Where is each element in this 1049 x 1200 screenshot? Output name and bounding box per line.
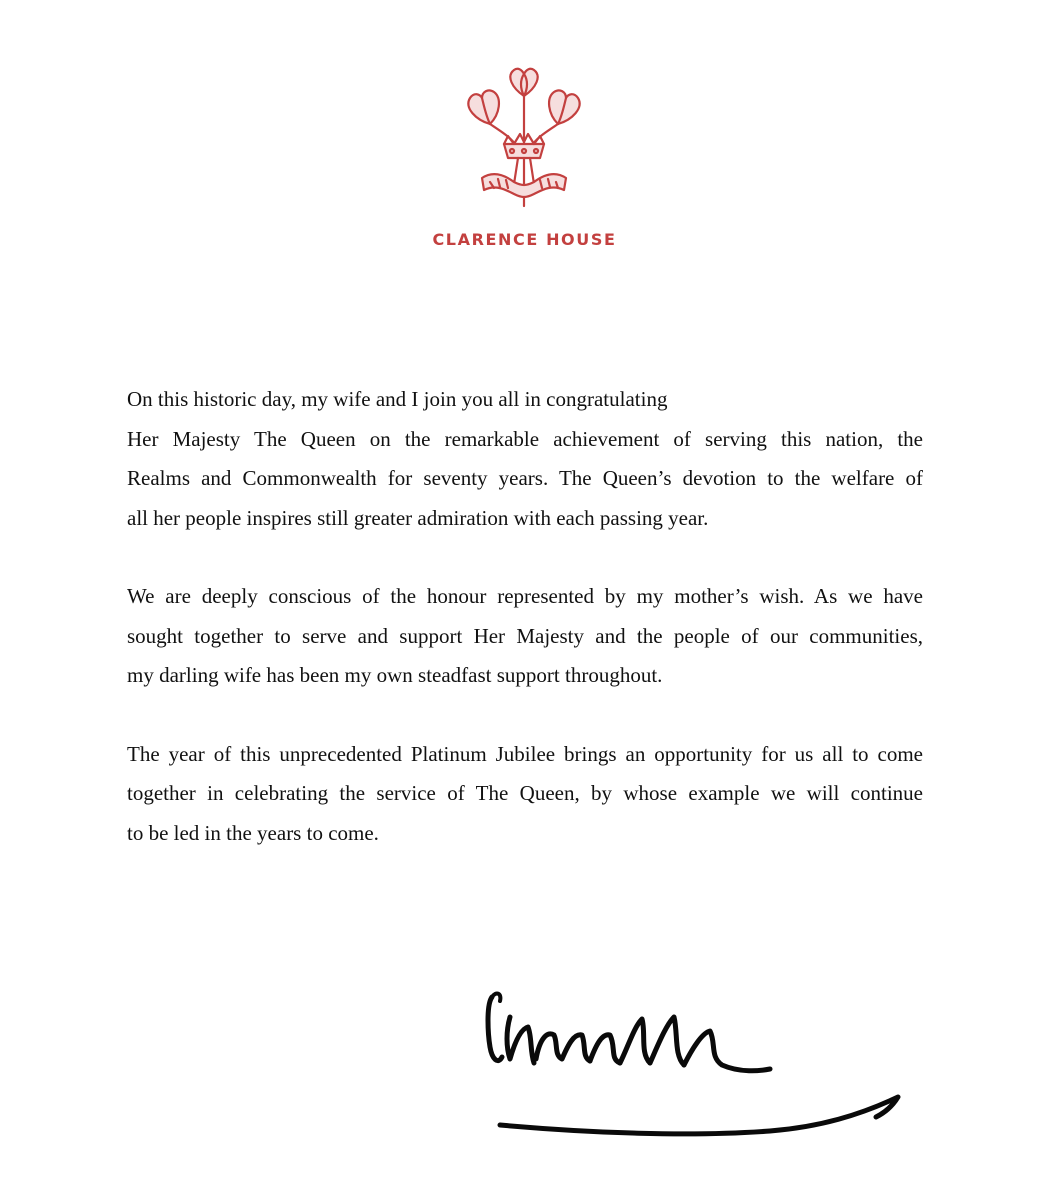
letterhead-title: CLARENCE HOUSE	[432, 230, 617, 249]
text-line: my darling wife has been my own steadfast support throughout.	[127, 663, 663, 687]
text-line: We are deeply conscious of the honour represented by my mother’s wish. As we have	[127, 584, 923, 608]
handwritten-signature	[470, 975, 920, 1145]
text-line: sought together to serve and support Her Majesty and the people of our communities,	[127, 623, 923, 648]
text-line: Her Majesty The Queen on the remarkable achievement of serving this nation, the	[127, 426, 923, 451]
paragraph-3	[127, 735, 923, 854]
text-line: Realms and Commonwealth for seventy years. The Queen’s devotion to the welfare of	[127, 466, 923, 490]
text-line: to be led in the years to come.	[127, 820, 379, 845]
text-line: The year of this unprecedented Platinum Jubilee brings an opportunity for us all to come	[127, 741, 923, 766]
paragraph-2	[127, 577, 923, 696]
text-line: together in celebrating the service of The Queen, by whose example we will continue	[127, 781, 923, 805]
paragraph-1	[127, 380, 923, 538]
letter-body	[127, 380, 923, 892]
prince-of-wales-feathers-icon	[460, 66, 588, 211]
text-line: On this historic day, my wife and I join you all in congratulating	[127, 387, 668, 411]
text-line: all her people inspires still greater admiration with each passing year.	[127, 505, 709, 530]
